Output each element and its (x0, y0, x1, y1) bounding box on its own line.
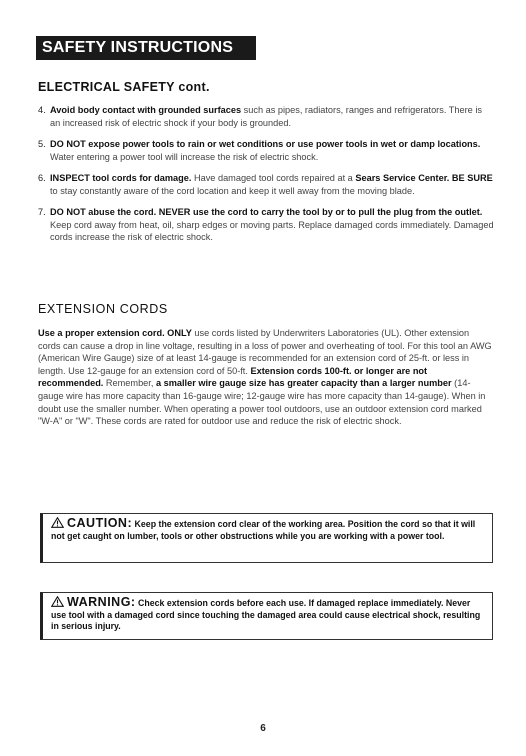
item-lead: DO NOT expose power tools to rain or wet conditions or use power tools in wet or damp locations. (50, 139, 481, 149)
warning-text: Check extension cords before each use. If damaged replace immediately. Never use tool with a damaged cord since touching the damaged area could cause electrical shock, resulting in serious injury. (51, 598, 481, 631)
list-item (38, 104, 494, 129)
electrical-safety-heading: ELECTRICAL SAFETY cont. (38, 80, 210, 94)
item-number: 6. (38, 173, 46, 183)
item-text: Have damaged tool cords repaired at a (191, 173, 356, 183)
section-banner: SAFETY INSTRUCTIONS cont. (36, 36, 256, 60)
item-lead: Avoid body contact with grounded surfaces (50, 105, 242, 115)
warning-label: WARNING: (67, 595, 136, 609)
list-item (38, 206, 494, 244)
item-lead: DO NOT abuse the cord. NEVER use the cord to carry the tool by or to pull the plug from the outlet. (50, 207, 483, 217)
paragraph-emphasis: a smaller wire gauge size has greater capacity than a larger number (155, 378, 452, 389)
list-item (38, 172, 494, 197)
item-number: 4. (38, 105, 46, 115)
item-text: Keep cord away from heat, oil, sharp edges or moving parts. Replace damaged cords immediately. Damaged cords increase the risk of electric shock. (50, 219, 494, 242)
item-text: Water entering a power tool will increase the risk of electric shock. (50, 151, 319, 162)
paragraph-emphasis: Extension cords 100-ft. or longer are not recommended. (38, 365, 428, 389)
electrical-safety-list (38, 104, 494, 253)
item-text: such as pipes, radiators, ranges and refrigerators. There is an increased risk of electric shock if your body is grounded. (50, 105, 482, 128)
item-number: 5. (38, 139, 46, 149)
caution-label: CAUTION: (67, 516, 133, 530)
item-text-continued: to stay constantly aware of the cord location and keep it well away from the moving blade. (50, 185, 415, 196)
extension-cords-heading: EXTENSION CORDS (38, 302, 168, 316)
paragraph-lead: Use a proper extension cord. ONLY (38, 328, 192, 338)
page-number: 6 (260, 723, 266, 734)
item-emphasis: Sears Service Center. BE SURE (355, 173, 493, 183)
caution-box (40, 513, 493, 563)
extension-cords-paragraph (38, 327, 494, 428)
warning-triangle-icon (51, 517, 64, 528)
caution-text: Keep the extension cord clear of the working area. Position the cord so that it will not get caught on lumber, tools or other obstructions while you are working with a power tool. (51, 519, 476, 541)
paragraph-text: use cords listed by Underwriters Laboratories (UL). Other extension cords can cause a drop in line voltage, resulting in a loss of power and overheating of tool. For this tool an AWG (American Wire Gauge) size of at least 14-gauge is recommended for an extension cord of 25-ft. or less in length. Use 12-gauge for an extension cord of 50-ft. (38, 328, 492, 376)
item-lead: INSPECT tool cords for damage. (50, 173, 192, 183)
paragraph-text: Remember, (103, 378, 156, 389)
paragraph-text: (14-gauge wire has more capacity than 16-gauge wire; 12-gauge wire has more capacity than 14-gauge). When in doubt use the smaller number. When operating a power tool outdoors, use an outdoor extension cord marked "W-A" or "W". These cords are rated for outdoor use and reduce the risk of electric shock. (38, 378, 486, 427)
warning-box (40, 592, 493, 640)
warning-triangle-icon (51, 596, 64, 607)
list-item (38, 138, 494, 163)
item-number: 7. (38, 207, 46, 217)
